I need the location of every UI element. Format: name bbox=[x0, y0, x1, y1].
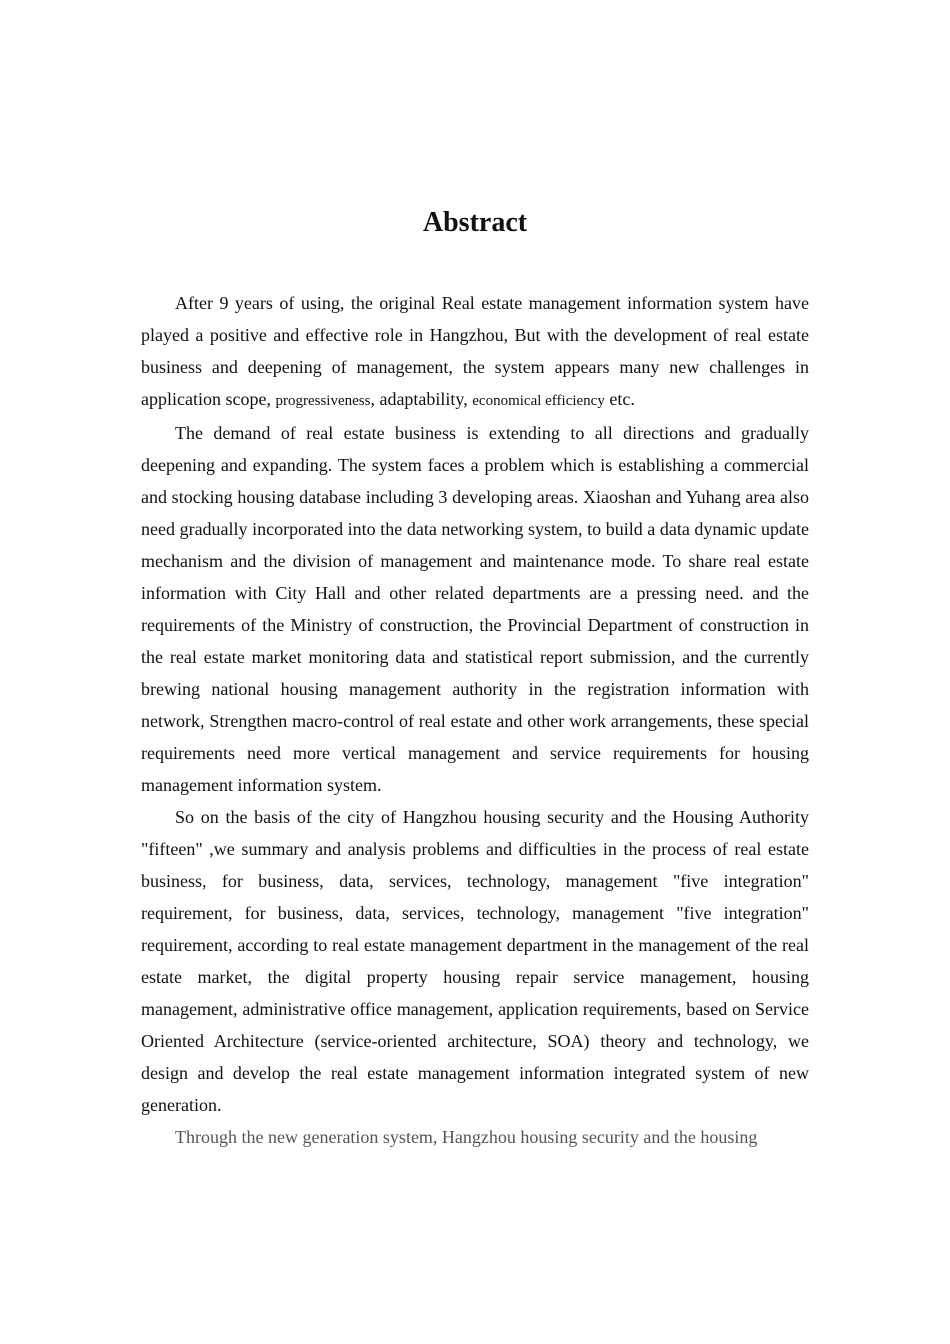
abstract-body bbox=[141, 287, 809, 1153]
paragraph-1 bbox=[141, 287, 809, 417]
paragraph-1-text-e: etc. bbox=[604, 389, 635, 409]
paragraph-1-term-economical-efficiency: economical efficiency bbox=[472, 393, 605, 409]
paragraph-1-term-progressiveness: progressiveness bbox=[275, 393, 371, 409]
paragraph-4: Through the new generation system, Hangzhou housing security and the housing bbox=[175, 1127, 758, 1147]
page-title: Abstract bbox=[422, 207, 528, 238]
paragraph-1-text-a: After 9 years of using, the original Real estate management information system have played a positive and effective role in Hangzhou, But with the development of real estate business and deepening of management, the system appears many new challenges in application scope, bbox=[141, 293, 809, 409]
paragraph-2: The demand of real estate business is extending to all directions and gradually deepening and expanding. The system faces a problem which is establishing a commercial and stocking housing database including 3 developing areas. Xiaoshan and Yuhang area also need gradually incorporated into the data networking system, to build a data dynamic update mechanism and the division of management and maintenance mode. To share real estate information with City Hall and other related departments are a pressing need. and the requirements of the Ministry of construction, the Provincial Department of construction in the real estate market monitoring data and statistical report submission, and the currently brewing national housing management authority in the registration information with network, Strengthen macro-control of real estate and other work arrangements, these special requirements need more vertical management and service requirements for housing management information system. bbox=[141, 423, 809, 795]
paragraph-1-text-c: , adaptability, bbox=[370, 389, 473, 409]
paragraph-3: So on the basis of the city of Hangzhou housing security and the Housing Authority "fifteen" ,we summary and analysis problems and difficulties in the process of real estate business, for business, data, services, technology, management "five integration" requirement, for business, data, services, technology, management "five integration" requirement, according to real estate management department in the management of the real estate market, the digital property housing repair service management, housing management, administrative office management, application requirements, based on Service Oriented Architecture (service-oriented architecture, SOA) theory and technology, we design and develop the real estate management information integrated system of new generation. bbox=[141, 807, 809, 1115]
